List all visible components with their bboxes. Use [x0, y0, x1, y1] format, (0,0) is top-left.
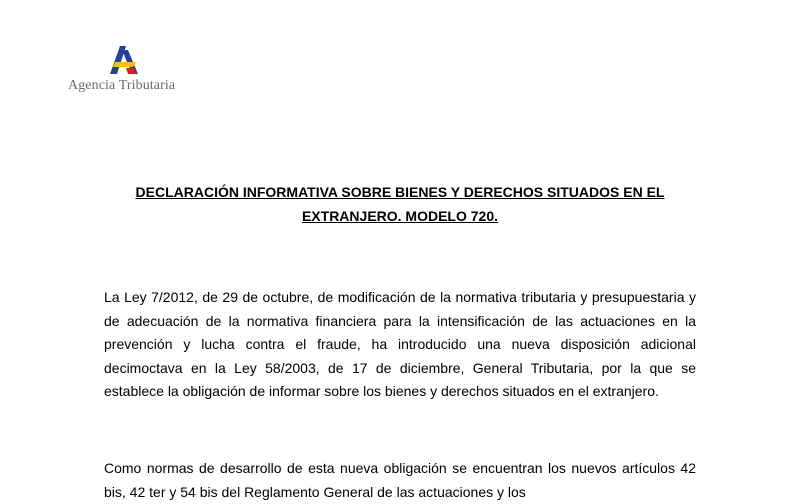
logo-text: Agencia Tributaria — [68, 78, 176, 93]
agencia-tributaria-emblem-icon — [106, 44, 142, 76]
paragraph-1: La Ley 7/2012, de 29 de octubre, de modificación de la normativa tributaria y presupuestaria y de adecuación de la normativa financiera para la intensificación de las actuaciones en la prevención y lucha contra el fraude, ha introducido una nueva disposición adicional decimoctava en la Ley 58/2003, de 17 de diciembre, General Tributaria, por la que se establece la obligación de informar sobre los bienes y derechos situados en el extranjero. — [104, 289, 696, 399]
title-line-2: EXTRANJERO. MODELO 720. — [301, 208, 499, 224]
agency-logo — [68, 44, 188, 100]
paragraph-2: Como normas de desarrollo de esta nueva obligación se encuentran los nuevos artículos 42 bis, 42 ter y 54 bis del Reglamento General de las actuaciones y los — [104, 460, 696, 500]
title-line-1: DECLARACIÓN INFORMATIVA SOBRE BIENES Y DERECHOS SITUADOS EN EL — [135, 184, 665, 200]
document-title — [104, 180, 696, 228]
